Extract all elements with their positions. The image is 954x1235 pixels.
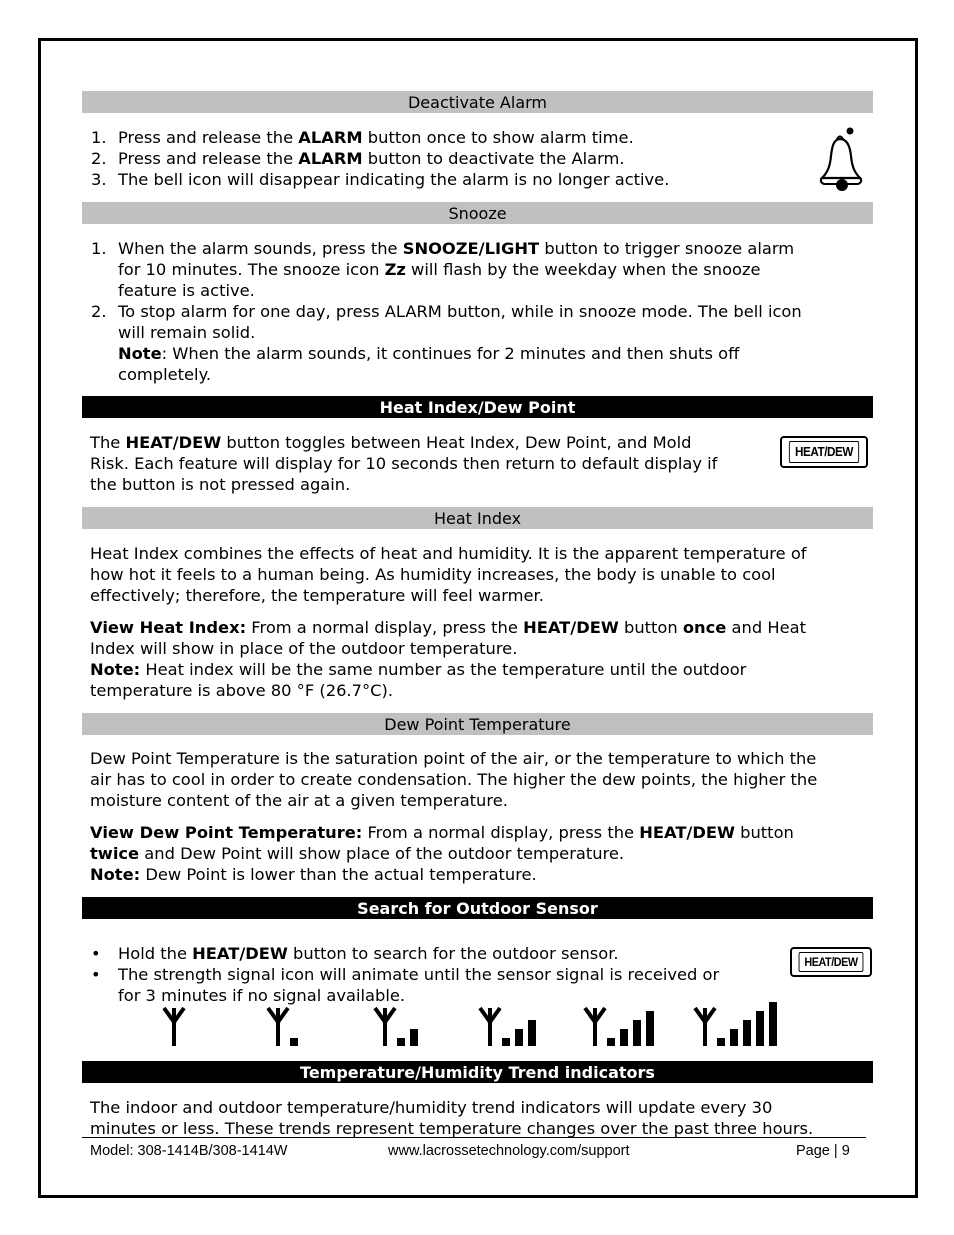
- signal-strength-4-icon: [585, 1008, 654, 1046]
- list-item: • The strength signal icon will animate until the sensor signal is received or for 3 minutes if no signal available.: [91, 965, 720, 1005]
- footer-rule: [82, 1137, 866, 1138]
- heat-dew-button-icon: HEAT/DEW: [780, 436, 868, 468]
- section-header-deactivate-alarm: Deactivate Alarm: [82, 91, 873, 113]
- section-header-search-outdoor-sensor: Search for Outdoor Sensor: [82, 897, 873, 919]
- section-header-trend-indicators: Temperature/Humidity Trend indicators: [82, 1061, 873, 1083]
- signal-strength-0-icon: [164, 1008, 184, 1046]
- list-item: 3. The bell icon will disappear indicating the alarm is no longer active.: [91, 170, 670, 189]
- footer-page: Page | 9: [796, 1143, 850, 1159]
- section-header-snooze: Snooze: [82, 202, 873, 224]
- dew-point-paragraph: Dew Point Temperature is the saturation point of the air, or the temperature to which the air has to cool in order to create condensation. The higher the dew points, the higher the moisture content of the air at a given temperature.: [90, 749, 818, 810]
- signal-strength-2-icon: [375, 1008, 418, 1046]
- footer-model: Model: 308-1414B/308-1414W: [90, 1143, 288, 1159]
- section-header-heat-index: Heat Index: [82, 507, 873, 529]
- heat-dew-button-icon: HEAT/DEW: [790, 947, 872, 977]
- heat-index-paragraph: Heat Index combines the effects of heat and humidity. It is the apparent temperature of how hot it feels to a human being. As humidity increases, the body is unable to cool effectively; therefore, the temperature will feel warmer.: [90, 544, 807, 605]
- search-bullets: [82, 943, 782, 1006]
- signal-strength-1-icon: [268, 1008, 298, 1046]
- list-item: • Hold the HEAT/DEW button to search for the outdoor sensor.: [91, 944, 619, 963]
- view-dew-point-paragraph: View Dew Point Temperature: From a normal display, press the HEAT/DEW button twice and Dew Point will show place of the outdoor temperature. Note: Dew Point is lower than the actual temperature.: [90, 823, 794, 884]
- signal-strength-icons: [150, 1002, 810, 1054]
- signal-strength-5-icon: [695, 1002, 777, 1046]
- bell-icon: [816, 124, 868, 194]
- footer-url: www.lacrossetechnology.com/support: [388, 1143, 630, 1159]
- view-heat-index-paragraph: View Heat Index: From a normal display, press the HEAT/DEW button once and Heat Index will show in place of the outdoor temperature. Note: Heat index will be the same number as the temperature until the outdoor temperature is above 80 °F (26.7°C).: [90, 618, 806, 700]
- heatdew-paragraph: The HEAT/DEW button toggles between Heat Index, Dew Point, and Mold Risk. Each feature will display for 10 seconds then return to default display if the button is not pressed again.: [90, 433, 718, 494]
- trend-paragraph: The indoor and outdoor temperature/humidity trend indicators will update every 30 minutes or less. These trends represent temperature changes over the past three hours.: [90, 1098, 814, 1138]
- list-item: 1. When the alarm sounds, press the SNOOZE/LIGHT button to trigger snooze alarm for 10 minutes. The snooze icon Zz will flash by the weekday when the snooze feature is active.: [91, 239, 795, 300]
- section-header-dew-point-temperature: Dew Point Temperature: [82, 713, 873, 735]
- list-item: 2. To stop alarm for one day, press ALARM button, while in snooze mode. The bell icon will remain solid. Note: When the alarm sounds, it continues for 2 minutes and then shuts off completely.: [91, 302, 802, 384]
- list-item: 1. Press and release the ALARM button once to show alarm time.: [91, 128, 634, 147]
- snooze-steps: [82, 238, 872, 385]
- list-item: 2. Press and release the ALARM button to deactivate the Alarm.: [91, 149, 625, 168]
- deactivate-steps: [82, 127, 782, 190]
- section-header-heat-index-dew-point: Heat Index/Dew Point: [82, 396, 873, 418]
- signal-strength-3-icon: [480, 1008, 536, 1046]
